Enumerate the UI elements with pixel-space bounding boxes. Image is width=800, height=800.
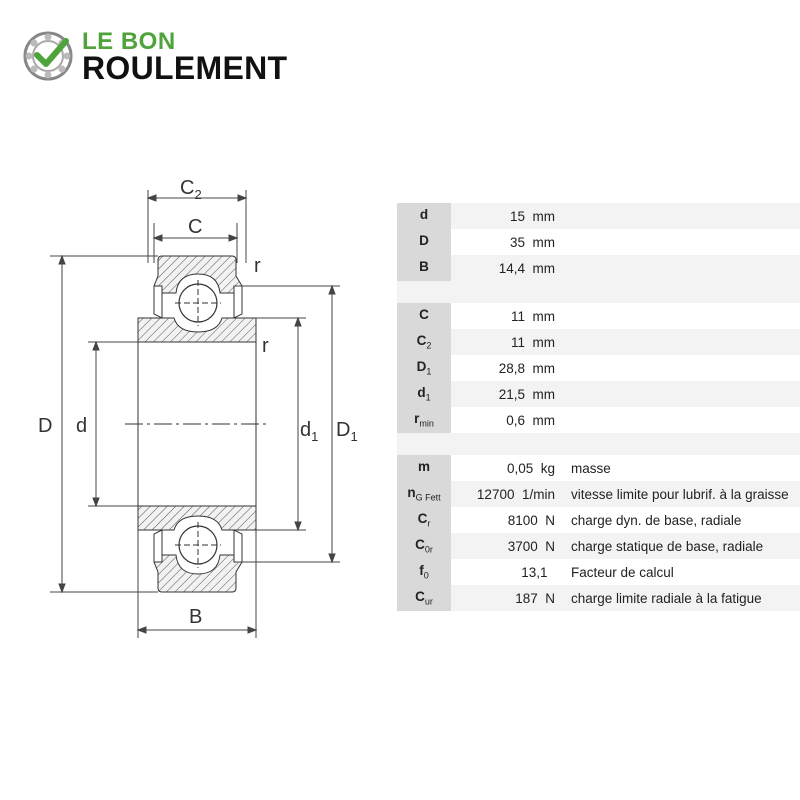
- spec-value: 11 mm: [451, 303, 561, 329]
- label-c2: $C_2$: [180, 177, 202, 202]
- spec-row: [397, 303, 800, 329]
- spec-row: [397, 585, 800, 611]
- spec-value: 12700 1/min: [451, 481, 561, 507]
- spec-value: 0,6 mm: [451, 407, 561, 433]
- spec-description: Facteur de calcul: [561, 559, 800, 585]
- bore: [125, 342, 270, 506]
- brand-name-line2: ROULEMENT: [82, 50, 288, 86]
- spec-symbol: $C_r$: [397, 507, 451, 533]
- spec-row: [397, 559, 800, 585]
- spec-row: [397, 329, 800, 355]
- spec-value: 3700 N: [451, 533, 561, 559]
- spec-value: 187 N: [451, 585, 561, 611]
- spec-symbol: $d_1$: [397, 381, 451, 407]
- spec-symbol: $C_{ur}$: [397, 585, 451, 611]
- spec-description: masse: [561, 455, 800, 481]
- spec-symbol: $f_0$: [397, 559, 451, 585]
- spec-symbol: B: [397, 255, 451, 281]
- spec-symbol: D: [397, 229, 451, 255]
- spec-row: [397, 455, 800, 481]
- spec-value: 0,05 kg: [451, 455, 561, 481]
- brand-logo: [22, 28, 302, 88]
- label-r-side: r: [262, 335, 269, 357]
- label-d-outer: D: [38, 415, 53, 437]
- spec-value: 8100 N: [451, 507, 561, 533]
- spec-row: [397, 355, 800, 381]
- spec-description: vitesse limite pour lubrif. à la graisse: [561, 481, 800, 507]
- spec-row: [397, 203, 800, 229]
- spec-row: [397, 507, 800, 533]
- label-c: C: [188, 216, 203, 238]
- spec-description: charge dyn. de base, radiale: [561, 507, 800, 533]
- spec-symbol: $C_2$: [397, 329, 451, 355]
- spec-symbol: $D_1$: [397, 355, 451, 381]
- spec-row: [397, 481, 800, 507]
- spec-row: [397, 255, 800, 281]
- label-r-top: r: [254, 255, 261, 277]
- spec-value: 15 mm: [451, 203, 561, 229]
- spec-spacer: [397, 433, 800, 455]
- spec-row: [397, 381, 800, 407]
- spec-symbol: $r_{min}$: [397, 407, 451, 433]
- spec-description: charge limite radiale à la fatigue: [561, 585, 800, 611]
- spec-row: [397, 533, 800, 559]
- bearing-drawing: [30, 168, 380, 648]
- spec-spacer: [397, 281, 800, 303]
- brand-name-line1: LE BON: [82, 28, 176, 55]
- spec-symbol: $n_{G Fett}$: [397, 481, 451, 507]
- label-d1: $d_1$: [300, 419, 319, 444]
- spec-symbol: d: [397, 203, 451, 229]
- spec-value: 28,8 mm: [451, 355, 561, 381]
- spec-value: 21,5 mm: [451, 381, 561, 407]
- spec-table: [397, 203, 800, 611]
- label-d-bore: d: [76, 415, 88, 437]
- spec-row: [397, 229, 800, 255]
- spec-description: charge statique de base, radiale: [561, 533, 800, 559]
- bearing-check-logo-icon: [22, 28, 76, 82]
- label-D1: $D_1$: [336, 419, 358, 444]
- spec-value: 35 mm: [451, 229, 561, 255]
- spec-value: 14,4 mm: [451, 255, 561, 281]
- spec-symbol: $C_{0r}$: [397, 533, 451, 559]
- spec-symbol: C: [397, 303, 451, 329]
- spec-value: 13,1: [451, 559, 561, 585]
- spec-symbol: m: [397, 455, 451, 481]
- spec-value: 11 mm: [451, 329, 561, 355]
- label-b: B: [189, 606, 203, 628]
- spec-row: [397, 407, 800, 433]
